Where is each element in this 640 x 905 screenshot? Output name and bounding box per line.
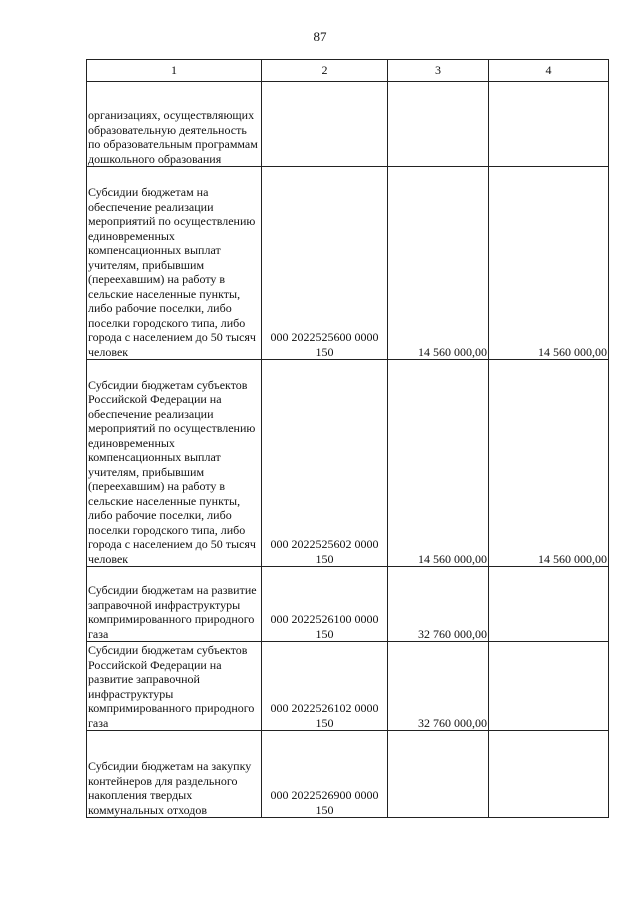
- table-row: [87, 167, 609, 360]
- budget-table: [86, 59, 609, 818]
- column-header: 4: [489, 60, 609, 82]
- table-row: [87, 82, 609, 167]
- column-header: 1: [87, 60, 262, 82]
- budget-classification-code: 000 2022526900 0000 150: [262, 731, 388, 818]
- amount-column-3: 14 560 000,00: [388, 360, 489, 567]
- table-row: [87, 731, 609, 818]
- amount-column-4: [489, 567, 609, 642]
- amount-column-4: [489, 731, 609, 818]
- table-row: [87, 642, 609, 731]
- amount-column-3: 32 760 000,00: [388, 567, 489, 642]
- budget-item-name: Субсидии бюджетам на развитие заправочной инфраструктуры компримированного природного газа: [87, 567, 262, 642]
- column-header: 2: [262, 60, 388, 82]
- budget-item-name: Субсидии бюджетам субъектов Российской Федерации на развитие заправочной инфраструктуры компримированного природного газа: [87, 642, 262, 731]
- table-row: [87, 360, 609, 567]
- amount-column-4: 14 560 000,00: [489, 167, 609, 360]
- budget-classification-code: 000 2022526100 0000 150: [262, 567, 388, 642]
- budget-item-name: Субсидии бюджетам субъектов Российской Федерации на обеспечение реализации мероприятий по осуществлению единовременных компенсационных выплат учителям, прибывшим (переехавшим) на работу в сельские населенные пункты, либо рабочие поселки, либо поселки городского типа, либо города с населением до 50 тысяч человек: [87, 360, 262, 567]
- amount-column-3: [388, 82, 489, 167]
- budget-classification-code: 000 2022526102 0000 150: [262, 642, 388, 731]
- budget-classification-code: [262, 82, 388, 167]
- amount-column-3: 32 760 000,00: [388, 642, 489, 731]
- table-header-row: [87, 60, 609, 82]
- budget-item-name: организациях, осуществляющих образовательную деятельность по образовательным программам дошкольного образования: [87, 82, 262, 167]
- amount-column-4: [489, 642, 609, 731]
- budget-item-name: Субсидии бюджетам на обеспечение реализации мероприятий по осуществлению единовременных компенсационных выплат учителям, прибывшим (переехавшим) на работу в сельские населенные пункты, либо рабочие поселки, либо поселки городского типа, либо города с населением до 50 тысяч человек: [87, 167, 262, 360]
- amount-column-4: 14 560 000,00: [489, 360, 609, 567]
- budget-item-name: Субсидии бюджетам на закупку контейнеров для раздельного накопления твердых коммунальных отходов: [87, 731, 262, 818]
- amount-column-3: [388, 731, 489, 818]
- page-number: 87: [313, 29, 327, 44]
- budget-classification-code: 000 2022525600 0000 150: [262, 167, 388, 360]
- column-header: 3: [388, 60, 489, 82]
- table-row: [87, 567, 609, 642]
- amount-column-3: 14 560 000,00: [388, 167, 489, 360]
- budget-classification-code: 000 2022525602 0000 150: [262, 360, 388, 567]
- amount-column-4: [489, 82, 609, 167]
